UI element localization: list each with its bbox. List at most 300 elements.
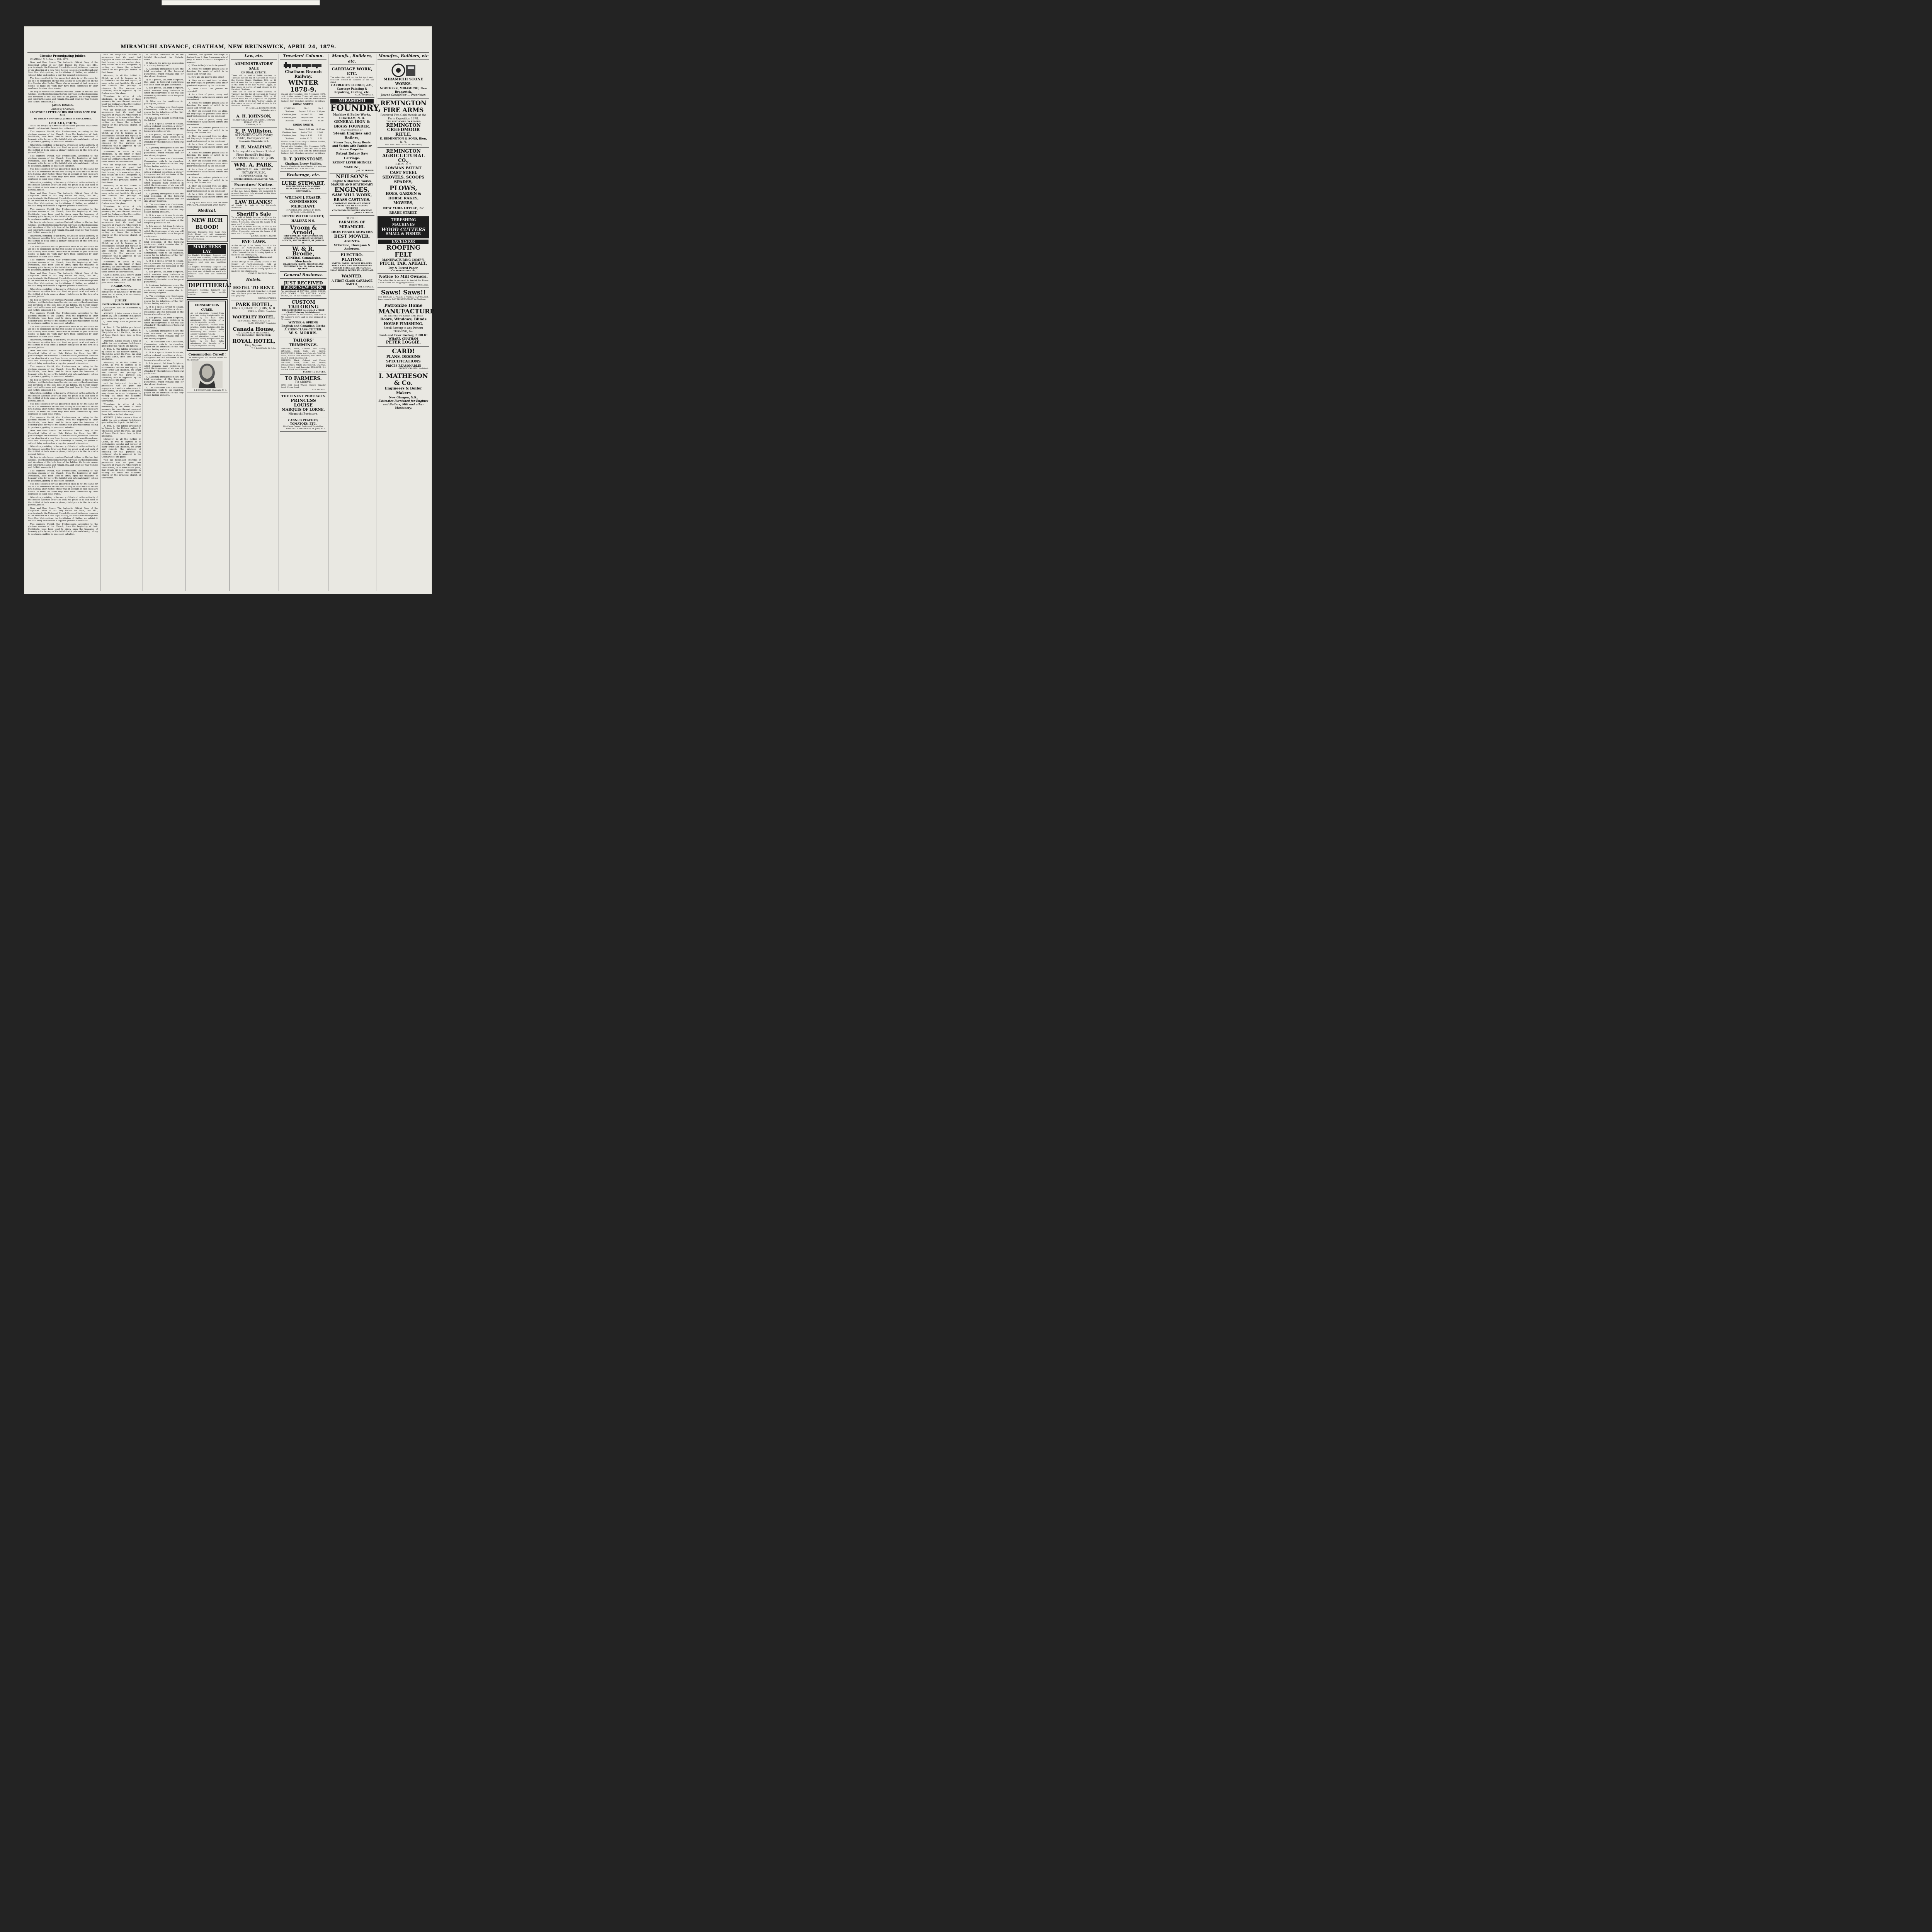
- ad-signature: HARDING & HATHEWAY, St. John, N. B.: [286, 427, 326, 430]
- table-cell: Arrive 6.10: [301, 120, 313, 122]
- ad-tailors-trimmings: [280, 337, 327, 375]
- ad-remington-fire-arms: [378, 99, 429, 148]
- ad-home-manufacture: [378, 302, 435, 347]
- ad-headline: CONSUMPTION CURED.: [195, 303, 219, 311]
- ad-text: An old physician, retired from practice, having had placed in his hands by an East India missionary the formula of a simple vegetable remedy.: [190, 323, 224, 335]
- ad-subhead: GENERAL Commission Merchants: [286, 256, 321, 263]
- question: Q. Is it proved, 1st, from Scripture, that there is temporal punishment due to sin after the guilt is remitted?: [144, 78, 184, 86]
- answer: A. The conditions are: Confession, Communion, visits to the churches, prayer for the intentions of the Holy Father, fasting and alms.: [144, 249, 184, 259]
- ad-canada-house: [231, 326, 277, 338]
- answer: A. The conditions are: Confession, Communion, visits to the churches, prayer for the intentions of the Holy Father, fasting and alms.: [144, 106, 184, 116]
- ad-text: SMALL & FISHER: [386, 232, 421, 236]
- answer: A. The conditions are: Confession, Communion, visits to the churches, prayer for the intentions of the Holy Father, fasting and alms.: [144, 341, 184, 351]
- ad-subhead: WINTER 1878-9.: [288, 78, 318, 93]
- ad-subhead: Carriage Painting & Repairing, Gilding, etc.: [334, 87, 370, 94]
- answer: A. It is a special favour to obtain, with a profound contrition, a plenary indulgence and full remission of the temporal penalties of sin.: [144, 122, 184, 133]
- paragraph: Wherefore, in virtue of holy obedience, by the tenor of these presents, We prescribe and command to all the Ordinaries that they publish these Letters in their dioceses.: [102, 403, 141, 416]
- ad-portraits: [280, 393, 327, 417]
- timetable-south: [281, 107, 326, 123]
- ad-subhead: TO ARRIVE.: [295, 380, 312, 384]
- ad-text: An old physician, retired from practice, having had placed in his hands by an East India missionary the formula of a simple vegetable remedy.: [190, 312, 224, 324]
- ad-headline: THE FINEST PORTRAITS: [281, 394, 325, 398]
- ad-luke-stewart: [280, 180, 327, 194]
- ad-text: COMPOUND OR DOUBLE MACHINE: [332, 209, 372, 212]
- ad-text: SPECIFICATIONS: [386, 360, 421, 364]
- ad-headline: E. P. Williston,: [235, 128, 273, 134]
- paragraph: We beg to refer to our previous Pastoral Letters on the two last Jubilees, and the instructions therein conveyed on the dispositions and devotions of the holy time of the Jubilee. We hereby renew and confirm the same, and remain, Rev. and Dear Sir, Your humble and faithful servant in J. C.: [28, 379, 98, 391]
- ad-text: An old physician, retired from practice, having had placed in his hands by an East India missionary the formula of a simple vegetable remedy.: [190, 335, 224, 347]
- question: Q. How should the Jubilee be regarded?: [187, 88, 228, 93]
- question: QUESTION. What is understood by a Jubilee?: [102, 306, 141, 311]
- paragraph: Dear and Dear Sirs:— The Authentic Official Copy of the Encyclical Letter of our Holy Father the Pope, Leo XIII., proclaiming to the Universal Church the usual Jubilee on occasion of the elevation of a new Pope, having just come to us through our Most Rev. Metropolitan, the Archbishop of Halifax, we publish it without delay and enclose a copy for general information.: [28, 350, 98, 365]
- timetable-heading: GOING NORTH.: [293, 124, 314, 126]
- ad-text: E. REMINGTON & SONS, Ilion, N. Y.: [380, 137, 427, 144]
- column-jubilee-instructions: [144, 54, 184, 591]
- paragraph: Dear and Dear Sirs:— The Authentic Official Copy of the Encyclical Letter of our Holy Father the Pope, Leo XIII., proclaiming to the Universal Church the usual Jubilee on occasion of the elevation of a new Pope, having just come to us through our Most Rev. Metropolitan, the Archbishop of Halifax, we publish it without delay and enclose a copy for general information.: [28, 430, 98, 445]
- ad-text: KNIVES, FORKS, SPOONS TEA-SETS, TRAYS, CAKE AND BREAD BASKETS, SLEIGH BELLS, and other articles: [332, 262, 372, 269]
- ad-text: PATENT LEVER SHINGLE MACHINE,: [332, 161, 372, 169]
- ad-text: MR. THOMAS B. PEACE, a Practical SAW MAKER, has opened a SAW MANUFACTORY in Chatham.: [378, 296, 429, 301]
- ad-signature: CHAS. F. BOURNE, Warden.: [248, 272, 276, 275]
- table-cell: 11.00: [318, 120, 323, 122]
- ad-headline: FOUNDRY,: [330, 103, 381, 113]
- paragraph: The time specified for the prescribed visits is not the same for all; it is to commence on the first Sunday of Lent and end on the first Sunday after Easter. Those who on account of just cause are unable to make the visits may have them commuted by their confessor to other pious works.: [28, 483, 98, 495]
- section-header-manufs: Manufs., Builders, etc.: [330, 54, 374, 65]
- table-cell: Arrive 10.00: [300, 137, 313, 140]
- ad-signature: A. P. McDONALD & CO.,: [390, 270, 417, 272]
- ad-text: WM. JOHNSTON, PROPRIETOR.: [236, 334, 272, 337]
- ad-park: [231, 162, 277, 182]
- ad-excelsior-roofing: [378, 238, 429, 274]
- table-cell: Depart 9.30: [300, 134, 312, 137]
- section-header-general: General Business.: [280, 273, 327, 279]
- ad-text: KING SQUARE, ST. JOHN, N. B.: [232, 307, 276, 310]
- column-jubilee-letter: [102, 54, 141, 591]
- ad-text: Patent Rotary Saw Carriage.: [336, 151, 368, 160]
- ad-sheriffs-sale: [231, 211, 277, 239]
- ad-text: Estimates Furnished for Engines and Boilers, Mill and other Machinery.: [378, 399, 429, 410]
- column-manufacturers: [330, 54, 381, 591]
- answer: A. Two. 1. The jubilee proclaimed by Moses to the Hebrew nation; 2. The jubilee which the Pope, the vicar of Jesus Christ, from time to time proclaims.: [102, 348, 141, 361]
- table-cell: Depart 6.30 am: [298, 128, 314, 131]
- ad-text: A FIRST CLASS CARRIAGE SMITH,: [332, 279, 372, 286]
- paragraph: This supreme Pontiff, Our Predecessors, according to the glorious custom of the Church, from the beginning of their Pontificate, have been used to throw open the treasures of heavenly gifts, by way of the faithful with paternal charity, calling to penitence, guiding to peace and salvation.: [28, 416, 98, 429]
- ad-text: NORTHESK, MIRAMICHI, New Brunswick.: [380, 87, 427, 94]
- answer: A. When we perform private acts of devotion, the merit of which is to satisfy God for our sins.: [187, 68, 228, 75]
- ad-subhead: COMMISSION MERCHANT,: [289, 200, 318, 209]
- question: Q. When is the Jubilee to be gained?: [189, 65, 226, 67]
- stone-works-emblem-icon: [390, 62, 417, 77]
- ad-text: MARINE AND STATIONARY: [331, 183, 373, 186]
- table-cell: Chatham June.: [282, 134, 297, 137]
- ad-text: Miramichi Bookstore.: [288, 412, 318, 415]
- column-law-hotels: [231, 54, 277, 591]
- masthead: [24, 42, 432, 52]
- ad-text: REMINGTON: [386, 122, 421, 128]
- ad-headline: Vroom & Arnold,: [290, 224, 317, 236]
- ad-carriage-work: [330, 66, 374, 98]
- ad-diphtheria: [187, 280, 231, 298]
- ad-text: UPPER WATER STREET, HALIFAX N S.: [282, 214, 325, 223]
- locomotive-icon: [282, 62, 325, 69]
- ad-text: CAST STEEL SHOVELS, SCOOPS: [382, 171, 425, 180]
- ad-text: Joseph Goodfellow — Proprietor.: [381, 94, 426, 97]
- ad-headline: NEILSON'S: [336, 174, 368, 180]
- section-header-hotels: Hotels.: [231, 277, 277, 283]
- answer: A. A plenary indulgence means the total remission of the temporal punishment which remains due for sins already forgiven.: [144, 192, 184, 202]
- answer: A. As a time of grace, mercy and reconciliation, with sincere sorrow and amendment.: [187, 168, 228, 176]
- heading: JUBILEE.: [115, 299, 128, 302]
- answer: A. When we perform private acts of devotion, the merit of which is to satisfy God for our sins.: [187, 177, 228, 184]
- paragraph: Wherefore, confiding in the mercy of God and in the authority of the blessed Apostles Peter and Paul, we grant to all and each of the faithful of both sexes a plenary Indulgence in the form of a general Jubilee.: [28, 496, 98, 506]
- ad-headline: CANNED PEACHES, TOMATOES, ETC.: [288, 418, 319, 425]
- section-header-travelers: Travelers' Column.: [280, 54, 327, 60]
- ad-headline: PARK HOTEL,: [235, 302, 272, 307]
- table-header: STATIONS.: [284, 107, 295, 110]
- ad-text: An English Veterinary Surgeon and Chemist now travelling in this country says that most of the Horse and Cattle Powders sold here are worthless trash.: [188, 265, 226, 277]
- answer: A. It is a special favour to obtain, with a profound contrition, a plenary indulgence and full remission of the temporal penalties of sin.: [144, 352, 184, 362]
- answer: A. A plenary indulgence means the total remission of the temporal punishment which remains due for sins already forgiven.: [144, 147, 184, 157]
- paragraph: Given at Rome, at St. Peter's under the Seal of the Fisherman, the 15th day of February, 1879, and the first year of our Pontificate.: [102, 274, 141, 284]
- ad-text: Doors, Windows, Blinds: [380, 318, 427, 321]
- masthead-title: MIRAMICHI ADVANCE, CHATHAM, NEW BRUNSWICK, APRIL 24, 1879.: [120, 44, 336, 50]
- paragraph: We beg to refer to our previous Pastoral Letters on the two last Jubilees, and the instructions therein conveyed on the dispositions and devotions of the holy time of the Jubilee. We hereby renew and confirm the same, and remain, Rev. and Dear Sir, Your humble and faithful servant in J. C.: [28, 90, 98, 103]
- ad-text: CHATHAM, NEW BRUNSWICK.: [238, 332, 270, 334]
- ad-text: New Glasgow, N.S.,: [389, 396, 418, 399]
- ad-text: SILESIAS, Black, Colored and Fancy; LININGS, Black, Slate and Brown; POCKETINGS, White and Colored; CANVAS, Swiss, French and Imperial; ITALIANS, 2-4 and 6-4 Black and Colored.: [281, 359, 326, 371]
- answer: A. The conditions are: Confession, Communion, visits to the churches, prayer for the intentions of the Holy Father, fasting and alms.: [144, 203, 184, 213]
- paragraph: at benefits conferred on all the faithful throughout the Catholic world.: [144, 54, 184, 61]
- ad-text: MANUFACTURING COMP'Y,: [382, 258, 425, 262]
- ad-text: in the premises on Water Street, next door to Mr. Anslow's store, and is now prepared to fill orders.: [281, 313, 326, 321]
- ad-law-blanks: [231, 199, 277, 211]
- ad-subhead: Machine & Boiler Works,: [333, 113, 371, 116]
- ad-text: PITCH, TAR, APHALT,: [379, 262, 427, 266]
- answer: A. A plenary indulgence means the total remission of the temporal punishment which remains due for sins already forgiven.: [144, 376, 184, 386]
- ad-headline: Saws! Saws!!: [381, 289, 426, 296]
- ad-headline: WANTED.: [341, 274, 363, 279]
- answer: ANSWER. Jubilee means a time of public joy, and a plenary Indulgence granted by the Pope to the faithful.: [102, 340, 141, 347]
- ad-text: An English Veterinary Surgeon and Chemist now travelling in this country says that most of the Horse and Cattle Powders sold here are worthless trash.: [188, 254, 226, 266]
- answer: A. Two. 1. The jubilee proclaimed by Moses to the Hebrew nation; 2. The jubilee which the Pope, the vicar of Jesus Christ, from time to time proclaims.: [102, 425, 141, 437]
- ad-text: LOWMAN PATENT: [385, 167, 422, 170]
- ad-headline: MIRAMICHI STONE WORKS.: [384, 78, 423, 86]
- ad-text: IMPORTER AND DEALER IN TEAS, SUGARS, MOLASSES &c.: [286, 209, 321, 214]
- question: Q. How are the poor to give alms?: [189, 76, 224, 78]
- ad-text: Parsons' Purgative Pills make New Rich Blood, and will completely change the blood in the entire system in three months.: [188, 231, 226, 240]
- ad-subhead: A Bye-Law Relating to Booms and Boomage.: [235, 256, 272, 261]
- paragraph: The time specified for the prescribed visits is not the same for all; it is to commence on the first Sunday of Lent and end on the first Sunday after Easter. Those who on account of just cause are unable to make the visits may have them commuted by their confessor to other pious works.: [28, 403, 98, 415]
- ad-text: There will be sold at Public Auction, on Tuesday, the 6th day of May next, in front of the Canada House, Chatham, N.B., at 12 o'clock noon, for the purpose of the payment of the debts of the late Andrew Loggie, all that piece or parcel of land situate in the Parish of Chatham.: [231, 91, 276, 107]
- paragraph: benefits, that greater advantage is derived from it, than from many acts of piety, to which a similar indulgence is annexed.: [187, 54, 228, 64]
- ad-headline: CARD!: [392, 347, 415, 355]
- paragraph: This supreme Pontiff, Our Predecessors, according to the glorious custom of the Church, from the beginning of their Pontificate, have been used to throw open the treasures of heavenly gifts, by way of the faithful with paternal charity, calling to penitence, guiding to peace and salvation.: [28, 131, 98, 143]
- answer: A. A plenary indulgence means the total remission of the temporal punishment which remains due for sins already forgiven.: [144, 330, 184, 340]
- question: Q. How many kinds of jubilee are there?: [102, 321, 141, 326]
- paragraph: Moreover, to all the faithful in Christ, as well to laymen as to ecclesiastics, secular and regular, of every order and Institute, We grant and concede the privilege of choosing for this purpose any confessor, who is approved by the Ordinaries of the place.: [102, 438, 141, 458]
- answer: A. A plenary indulgence means the total remission of the temporal punishment which remains due for sins already forgiven.: [144, 238, 184, 248]
- ad-headline: I. MATHESON & Co.: [379, 372, 428, 386]
- ad-headline: D. T. JOHNSTONE.: [283, 157, 324, 162]
- ad-subhead: MANUFACTURE: [378, 308, 435, 315]
- ad-headline: Sheriff's Sale: [236, 211, 271, 217]
- paragraph: Wherefore, confiding in the mercy of God and in the authority of the blessed Apostles Peter and Paul, we grant to all and each of the faithful of both sexes a plenary Indulgence in the form of a general Jubilee.: [28, 339, 98, 349]
- ad-text: Regular Coaches to leave having and arriving at CHATHAM RAILWAY STATION.: [281, 165, 326, 170]
- paragraph: Wherefore, confiding in the mercy of God and in the authority of the blessed Apostles Peter and Paul, we grant to all and each of the faithful of both sexes a plenary Indulgence in the form of a general Jubilee.: [28, 288, 98, 298]
- ad-headline: HOTEL TO RENT.: [233, 285, 275, 290]
- section-header-law: Law, etc.: [231, 54, 277, 60]
- ad-subhead: CARRIAGES SLEIGHS, &C.,: [331, 83, 373, 87]
- paragraph: Wherefore, confiding in the mercy of God and in the authority of the blessed Apostles Peter and Paul, we grant to all and each of the faithful of both sexes a plenary Indulgence in the form of a general Jubilee.: [28, 235, 98, 245]
- paragraph: Dear and Dear Sirs:— The Authentic Official Copy of the Encyclical Letter of our Holy Father the Pope, Leo XIII., proclaiming to the Universal Church the usual Jubilee on occasion of the elevation of a new Pope, having just come to us through our Most Rev. Metropolitan, the Archbishop of Halifax, we publish it without delay and enclose a copy for general information.: [28, 507, 98, 522]
- ad-headline: REMINGTON: [380, 99, 427, 107]
- ad-headline: TAILORS' TRIMMINGS.: [289, 338, 318, 347]
- table-cell: Chatham,: [284, 128, 294, 131]
- ad-text: The subscriber is prepared to furnish his Patent Lath Cleaner and Shipping Machine.: [378, 279, 429, 284]
- ad-headline: ADMINISTRATORS' SALE: [235, 62, 273, 71]
- answer: A. It is proved, 1st, from Scripture, which contains many instances in which the forgiveness of sin was still attended by the infliction of temporal punishment.: [144, 316, 184, 329]
- ad-text: Scroll Sawing to any Pattern TURNING, &c.: [384, 327, 423, 333]
- ad-signature: ALEX. STEWART, Proprietor.: [248, 322, 276, 325]
- ad-text: NEW YORK OFFICE, 57 READE STREET.: [383, 206, 424, 214]
- answer: A. The conditions are: Confession, Communion, visits to the churches, prayer for the intentions of the Holy Father, fasting and alms.: [144, 386, 184, 396]
- ad-text: Sash and Door Factory, PUBLIC WHARF, CHATHAM: [379, 333, 427, 340]
- ad-saws: [378, 288, 429, 302]
- portrait-illustration-icon: [192, 361, 223, 388]
- ad-headline: W. & R. Brodie,: [292, 246, 315, 257]
- ad-headline: ELECTRO-PLATING.: [340, 253, 364, 262]
- ad-administrators-sale: [231, 61, 277, 113]
- ad-threshing-machines: [378, 216, 429, 238]
- ad-headline: TO FARMERS.: [285, 375, 322, 381]
- ad-text: Steam Tugs, Ferry Boats and Yachts with Paddle or Screw Propeller.: [332, 141, 372, 151]
- heading: LEO XIII, POPE.: [49, 121, 77, 125]
- table-cell: 10.30: [318, 117, 323, 119]
- ad-signature: EVERITT & BUTLER.: [303, 371, 326, 373]
- paragraph: visit the designated churches in procession. And We grant that voyagers or travellers, who return to their homes, or to some other place, may obtain the same Indulgence by visiting six times the cathedral church or the principal church of their home.: [102, 219, 141, 239]
- paragraph: Wherefore, in virtue of holy obedience, by the tenor of these presents, We prescribe and command to all the Ordinaries that they publish these Letters in their dioceses.: [102, 260, 141, 273]
- ad-headline: Patronize Home: [384, 303, 423, 308]
- ad-subhead: AGRICULTURAL CO.,: [382, 153, 425, 163]
- paragraph: visit the designated churches in procession. And We grant that voyagers or travellers, who return to their homes, or to some other place, may obtain the same Indulgence by visiting six times the cathedral church or the principal church of their home.: [102, 164, 141, 184]
- paragraph: This supreme Pontiff, Our Predecessors, according to the glorious custom of the Church, from the beginning of their Pontificate, have been used to throw open the treasures of heavenly gifts, by way of the faithful with paternal charity, calling to penitence, guiding to peace and salvation.: [28, 208, 98, 221]
- table-cell: Chatham,: [285, 120, 294, 122]
- ad-headline: A. H. JOHNSON,: [236, 114, 272, 119]
- ad-text: PRICES REASONABLE!: [386, 364, 421, 367]
- newspaper-page: [24, 26, 435, 594]
- ad-canned-goods: [280, 417, 327, 432]
- ad-headline: NEW RICH BLOOD!: [191, 217, 223, 230]
- table-cell: Chatham,: [284, 137, 294, 140]
- ad-text: COMPOUND EDGER AND SINGLE EDGER, AND MY RE-SAWING MACHINES: [333, 202, 371, 209]
- ad-headline: THRESHING MACHINES: [391, 218, 416, 227]
- ad-headline: EXCELSIOR: [378, 240, 429, 244]
- paragraph: This supreme Pontiff, Our Predecessors, according to the glorious custom of the Church, from the beginning of their Pontificate, have been used to throw open the treasures of heavenly gifts, by way of the faithful with paternal charity, calling to penitence, guiding to peace and salvation.: [28, 259, 98, 271]
- closing-line: To thy God thou shalt love the voice of the Lord, beloved and great hearts.: [187, 201, 228, 206]
- dateline: CHATHAM, N. B., March 10th, 1879.: [30, 58, 69, 61]
- answer: A. It is proved, 1st, from Scripture, which contains many instances in which the forgiveness of sin was still attended by the infliction of temporal punishment.: [144, 133, 184, 146]
- ad-text: BEST MOWER,: [334, 234, 370, 239]
- ad-subhead: Engine & Machine Works.: [332, 179, 372, 183]
- ad-text: BARRISTER-AT-LAW, SOLICITOR, NOTARY PUBLIC, ETC., ETC.: [233, 119, 275, 124]
- paragraph: We append the "Instructions on the Indulgence of the Jubilee," by the late Most Rev. W. Walsh, D. D. Archbishop of Halifax, N. S.: [102, 288, 141, 298]
- ad-signature: GEORGE CASSADY, Architect.: [398, 367, 429, 370]
- ad-subhead: MARQUIS OF LORNE,: [282, 408, 325, 412]
- column-jubilee-medical: [187, 54, 231, 591]
- ad-headline: CARRIAGE WORK, ETC.: [332, 67, 372, 76]
- ad-text: At the sittings of the County Council of the County of Northumberland, held at Newcastle on the 21st day of January, A. D. 1879: Ordered that the following Bye-Law be made for the Municipality.: [231, 261, 276, 272]
- answer: A. They are excused from the alms, but they ought to perform some other good work enjoined by the confessor.: [187, 135, 228, 143]
- ad-consumption-cured-2: [187, 351, 228, 393]
- ad-text: New York Office 281 & 283 Broadway.: [384, 144, 422, 146]
- ad-card-architect: [378, 347, 429, 371]
- paragraph: Moreover, to all the faithful in Christ, as well to laymen as to ecclesiastics, secular and regular, of every order and Institute, We grant and concede the privilege of choosing for this purpose any confessor, who is approved by the Ordinaries of the place.: [102, 361, 141, 381]
- ad-text: CREEDMOOR RIFLE,: [387, 127, 420, 137]
- answer: A. As a time of grace, mercy and reconciliation, with sincere sorrow and amendment.: [187, 193, 228, 201]
- paragraph: Wherefore, in virtue of holy obedience, by the tenor of these presents, We prescribe and command to all the Ordinaries that they publish these Letters in their dioceses.: [102, 206, 141, 218]
- ad-notice-mill-owners: [378, 274, 429, 288]
- ad-williston: [231, 128, 277, 144]
- ad-text: All kinds, for sale at the Miramichi Bookstore.: [231, 204, 276, 209]
- ad-electro-plating: [330, 252, 374, 273]
- ad-signature: ALEX. ROBINSON.: [355, 94, 374, 96]
- paragraph: This supreme Pontiff, Our Predecessors, according to the glorious custom of the Church, from the beginning of their Pontificate, have been used to throw open the treasures of heavenly gifts, by way of the faithful with paternal charity, calling to penitence, guiding to peace and salvation.: [28, 155, 98, 167]
- ad-headline: E. H. McALPINE.: [235, 145, 272, 150]
- ad-signature: JOHN SHIRREFF, Sheriff.: [251, 235, 276, 237]
- table-cell: 11.30 am: [315, 128, 325, 131]
- ad-headline: CUSTOM TAILORING: [288, 299, 319, 310]
- signature: F. CARD. NINA.: [111, 285, 131, 287]
- table-cell: Chatham June.: [282, 131, 297, 134]
- ad-text: King Square.: [245, 344, 263, 347]
- paragraph: visit the designated churches in procession. And We grant that voyagers or travellers, who return to their homes, or to some other place, may obtain the same Indulgence by visiting six times the cathedral church or the principal church of their home.: [102, 109, 141, 129]
- table-cell: Chatham June.: [282, 117, 297, 119]
- answer: A. When we perform private acts of devotion, the merit of which is to satisfy God for our sins.: [187, 127, 228, 134]
- ad-text: SPADES,: [394, 180, 413, 184]
- ad-headline: LUKE STEWART,: [281, 180, 325, 186]
- paragraph: Wherefore, confiding in the mercy of God and in the authority of the blessed Apostles Peter and Paul, we grant to all and each of the faithful of both sexes a plenary Indulgence in the form of a general Jubilee.: [28, 392, 98, 402]
- paragraph: The time specified for the prescribed visits is not the same for all; it is to commence on the first Sunday of Lent and end on the first Sunday after Easter. Those who on account of just cause are unable to make the visits may have them commuted by their confessor to other pious works.: [28, 77, 98, 90]
- ad-text: All persons having claims against the Estate of the late James Blaikie are requested to present the same, duly attested, within three months from this date.: [231, 188, 276, 197]
- ad-new-rich-blood: [187, 215, 228, 242]
- ad-subhead: PRINCESS LOUISE: [291, 398, 316, 408]
- ad-text: FIVE Bold Seed Wheat, Choice Timothy Seed, Clover Seed.: [281, 384, 326, 389]
- salutation: To all the faithful of Christ to whom these presents shall come: Health and Apostolic Benediction in the Lord.: [28, 125, 98, 130]
- ad-signature: W. S. LOGGIE.: [311, 388, 326, 391]
- paragraph: We beg to refer to our previous Pastoral Letters on the two last Jubilees, and the instructions therein conveyed on the dispositions and devotions of the holy time of the Jubilee. We hereby renew and confirm the same, and remain, Rev. and Dear Sir, Your humble and faithful servant in J. C.: [28, 456, 98, 469]
- ad-signature: JOHN McCARTHY.: [258, 297, 276, 299]
- ad-just-received: [280, 280, 327, 299]
- answer: A. The conditions are: Confession, Communion, visits to the churches, prayer for the intentions of the Holy Father, fasting and alms.: [144, 295, 184, 305]
- heading: APOSTOLIC LETTER OF HIS HOLINESS POPE LEO XIII.,: [30, 111, 96, 117]
- ad-bye-laws: [231, 239, 277, 276]
- ad-make-hens-lay: [187, 243, 228, 279]
- ad-subhead: FROM NEW YORK: [281, 286, 326, 290]
- ad-subhead: MIRAMICHI: [330, 99, 374, 104]
- ad-fraser-commission: [280, 194, 327, 224]
- ad-brodie: [280, 246, 327, 272]
- ad-headline: DIPHTHERIA!: [188, 282, 231, 289]
- paragraph: We beg to refer to our previous Pastoral Letters on the two last Jubilees, and the instructions therein conveyed on the dispositions and devotions of the holy time of the Jubilee. We hereby renew and confirm the same, and remain, Rev. and Dear Sir, Your humble and faithful servant in J. C.: [28, 299, 98, 311]
- paragraph: Moreover, to all the faithful in Christ, as well to laymen as to ecclesiastics, secular and regular, of every order and Institute, We grant and concede the privilege of choosing for this purpose any confessor, who is approved by the Ordinaries of the place.: [102, 185, 141, 205]
- ad-text: CASTLE STREET, NEWCASTLE, N.B.: [234, 178, 274, 180]
- ad-signature: T. F. RAYMOND, St. John.: [251, 347, 276, 350]
- ad-headline: BYE-LAWS.: [242, 240, 266, 244]
- answer: A. It is proved, 1st, from Scripture, which contains many instances in which the forgiveness of sin was still attended by the infliction of temporal punishment.: [144, 179, 184, 192]
- ad-text: On and after Monday, 18th November, 1878, until further notice, Trains will run on this Railway, in connection with the Intercolonial Railway, daily (Sundays excepted) as follows:: [281, 145, 326, 155]
- answer: A. It is a special favour to obtain, with a profound contrition, a plenary indulgence and full remission of the temporal penalties of sin.: [144, 168, 184, 179]
- heading: INSTRUCTIONS ON THE JUBILEE.: [102, 303, 140, 306]
- ad-subhead: WOOD CUTTERS: [381, 227, 426, 232]
- ad-text: The subscriber will furnish to the Public: [383, 315, 423, 317]
- signature: JAMES ROGERS,: [52, 104, 74, 107]
- ad-text: The subscriber will, on the 1st April next, establish himself in business at the old stand.: [330, 77, 374, 83]
- ad-signature: WM. SIMPSON.: [358, 286, 374, 288]
- ad-consumption-cured: [187, 299, 228, 351]
- table-cell: Arrive 7.00: [301, 131, 312, 134]
- table-cell: Chatham,: [285, 111, 294, 113]
- section-header-medical: Medical.: [187, 208, 228, 214]
- ad-text: HOES, GARDEN & HORSE RAKES, MOWERS,: [386, 192, 421, 205]
- ad-chatham-railway: [280, 61, 327, 156]
- table-cell: Arrive 5.30: [301, 114, 313, 116]
- paragraph: visit the designated churches in procession. And We grant that voyagers or travellers, who return to their homes, or to some other place, may obtain the same Indulgence by visiting six times the cathedral church or the principal church of their home.: [102, 54, 141, 74]
- ad-signature: W. S. MORRIS.: [289, 331, 318, 335]
- ad-headline: JUST RECEIVED: [284, 280, 323, 286]
- ad-text: There will be sold at Public Auction, on Tuesday, the 6th day of May next, in front of the Canada House, Chatham, N.B., at 12 o'clock noon, for the purpose of the payment of the debts of the late Andrew Loggie, all that piece or parcel of land situate in the Parish of Chatham.: [231, 75, 276, 91]
- ad-subhead: Engineers & Boiler Makers: [384, 387, 422, 395]
- ad-wanted: [330, 273, 374, 290]
- table-header: No. 1: [304, 107, 310, 110]
- ad-text: NEWCASTLE, MIRAMICHI, N. B.: [237, 320, 270, 322]
- ad-miramichi-foundry: [330, 98, 381, 173]
- answer: A. It is a special favour to obtain, with a profound contrition, a plenary indulgence and full remission of the temporal penalties of sin.: [144, 214, 184, 224]
- answer: A. When we perform private acts of devotion, the merit of which is to satisfy God for our sins.: [187, 102, 228, 109]
- paragraph: Wherefore, in virtue of holy obedience, by the tenor of these presents, We prescribe and command to all the Ordinaries that they publish these Letters in their dioceses.: [102, 95, 141, 108]
- ad-johnstone-livery: [280, 156, 327, 172]
- table-cell: Depart. 5.00 am: [299, 111, 315, 113]
- ad-text: IRON FRAME MOWERS: [331, 230, 373, 234]
- paragraph: We beg to refer to our previous Pastoral Letters on the two last Jubilees, and the instructions therein conveyed on the dispositions and devotions of the holy time of the Jubilee. We hereby renew and confirm the same, and remain, Rev. and Dear Sir, Your humble and faithful servant in J. C.: [28, 221, 98, 234]
- ad-headline: Consumption Cured!!: [188, 352, 226, 356]
- ad-text: To be sold at Public Auction, on Friday, the 25th day of July next, in front of the Registry Office, Newcastle, between the hours of 12 noon and 5 o'clock p.m.: [231, 216, 276, 226]
- ad-text: ATTORNEY-AT-LAW, Notary Public, Conveyancer, &c.: [235, 133, 273, 140]
- ad-text: HOUSE FINISHING,: [384, 322, 423, 326]
- ad-signature: W. H. KELLY, JOHN JOHNSON, Administrators.: [246, 107, 276, 112]
- ad-headline: FARMERS OF MIRAMICHI.: [338, 221, 366, 229]
- paragraph: The time specified for the prescribed visits is not the same for all; it is to commence on the first Sunday of Lent and end on the first Sunday after Easter. Those who on account of just cause are unable to make the visits may have them commuted by their confessor to other pious works.: [28, 245, 98, 258]
- ad-signature: M'Farlane, Thompson & Anderson.: [333, 243, 371, 250]
- ad-text: ILION, N. Y.: [395, 163, 412, 166]
- article-title: Circular Promulgating Jubilee.: [39, 54, 87, 58]
- ad-signature: FRED. A. JONES, Proprietor.: [248, 310, 276, 313]
- table-cell: 3.00: [318, 114, 323, 116]
- ad-to-farmers: [280, 375, 327, 393]
- paragraph: The time specified for the prescribed visits is not the same for all; it is to commence on the first Sunday of Lent and end on the first Sunday after Easter. Those who on account of just cause are unable to make the visits may have them commuted by their confessor to other pious works.: [28, 168, 98, 180]
- ad-text: SHIP BROKERS AND COMMISSION MERCHANTS, MARINE INSURANCE AGENTS, SMYTH STREET, ST. JOHN N. B.: [282, 235, 325, 244]
- table-cell: 12.00: [317, 131, 323, 134]
- ad-text: SILESIAS, Black, Colored and Fancy; LININGS, Black, Slate and Brown; POCKETINGS, White and Colored; CANVAS, Swiss, French and Imperial; ITALIANS, 2-4 and 6-4 Black and Colored.: [281, 347, 326, 359]
- ad-headline: REMINGTON: [386, 148, 421, 154]
- ad-remington-agricultural: [378, 148, 429, 216]
- paragraph: Dear and Dear Sirs:— The Authentic Official Copy of the Encyclical Letter of our Holy Father the Pope, Leo XIII., proclaiming to the Universal Church the usual Jubilee on occasion of the elevation of a new Pope, having just come to us through our Most Rev. Metropolitan, the Archbishop of Halifax, we publish it without delay and enclose a copy for general information.: [28, 61, 98, 77]
- ad-subhead: TO THE: [346, 217, 358, 220]
- paragraph: visit the designated churches in procession. And We grant that voyagers or travellers, who return to their homes, or to some other place, may obtain the same Indulgence by visiting six times the cathedral church or the principal church of their home.: [102, 459, 141, 479]
- answer: A. They are excused from the alms, but they ought to perform some other good work enjoined by the confessor.: [187, 110, 228, 117]
- ad-text: Johnson's Anodyne Liniment will positively prevent this terrible disease.: [188, 289, 226, 296]
- ad-text: Attorney-at-Law, Room 3, First Floor, Barnhill's Building, PRINCESS STREET, ST. JOHN.: [233, 150, 275, 160]
- answer: A. A plenary indulgence means the total remission of the temporal punishment which remains due for sins already forgiven.: [144, 284, 184, 294]
